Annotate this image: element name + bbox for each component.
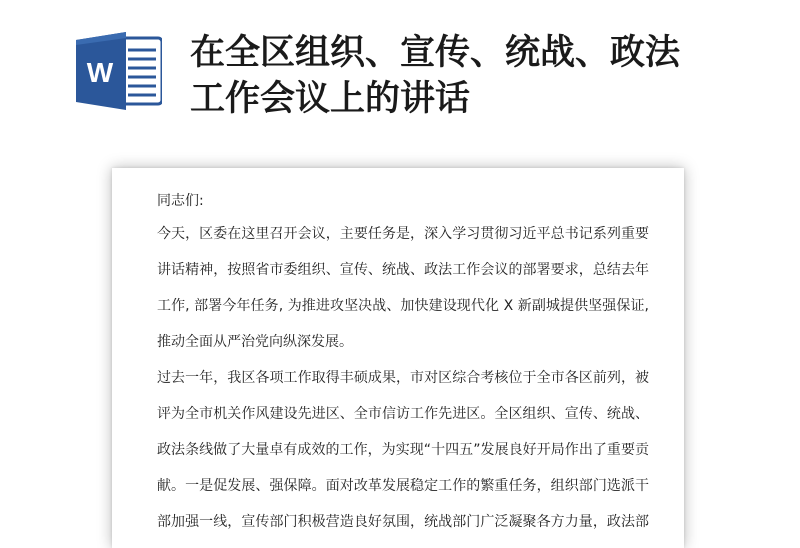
text-line: 今天，区委在这里召开会议，主要任务是，深入学习贯彻习近平总书记系列重要 (157, 226, 649, 242)
svg-text:W: W (86, 57, 114, 88)
document-page (112, 168, 684, 548)
word-icon (76, 32, 162, 110)
text-line: 评为全市机关作风建设先进区、全市信访工作先进区。全区组织、宣传、统战、 (157, 406, 649, 422)
text-line: 献。一是促发展、强保障。面对改革发展稳定工作的繁重任务，组织部门选派干 (157, 478, 649, 494)
document-header (0, 0, 800, 150)
title-line: 工作会议上的讲话 (190, 79, 471, 119)
text-line: 部加强一线，宣传部门积极营造良好氛围，统战部门广泛凝聚各方力量，政法部 (157, 514, 649, 530)
text-line: 讲话精神，按照省市委组织、宣传、统战、政法工作会议的部署要求，总结去年 (157, 262, 649, 278)
text-line: 政法条线做了大量卓有成效的工作，为实现“十四五”发展良好开局作出了重要贡 (157, 442, 649, 458)
document-title (190, 30, 790, 122)
text-line: 过去一年，我区各项工作取得丰硕成果，市对区综合考核位于全市各区前列，被 (157, 370, 649, 386)
text-line: 工作, 部署今年任务, 为推进攻坚决战、加快建设现代化 X 新副城提供坚强保证, (157, 298, 649, 314)
title-line: 在全区组织、宣传、统战、政法 (190, 33, 681, 73)
salutation: 同志们: (157, 193, 204, 209)
text-line: 推动全面从严治党向纵深发展。 (157, 334, 353, 350)
page-content (157, 186, 649, 540)
